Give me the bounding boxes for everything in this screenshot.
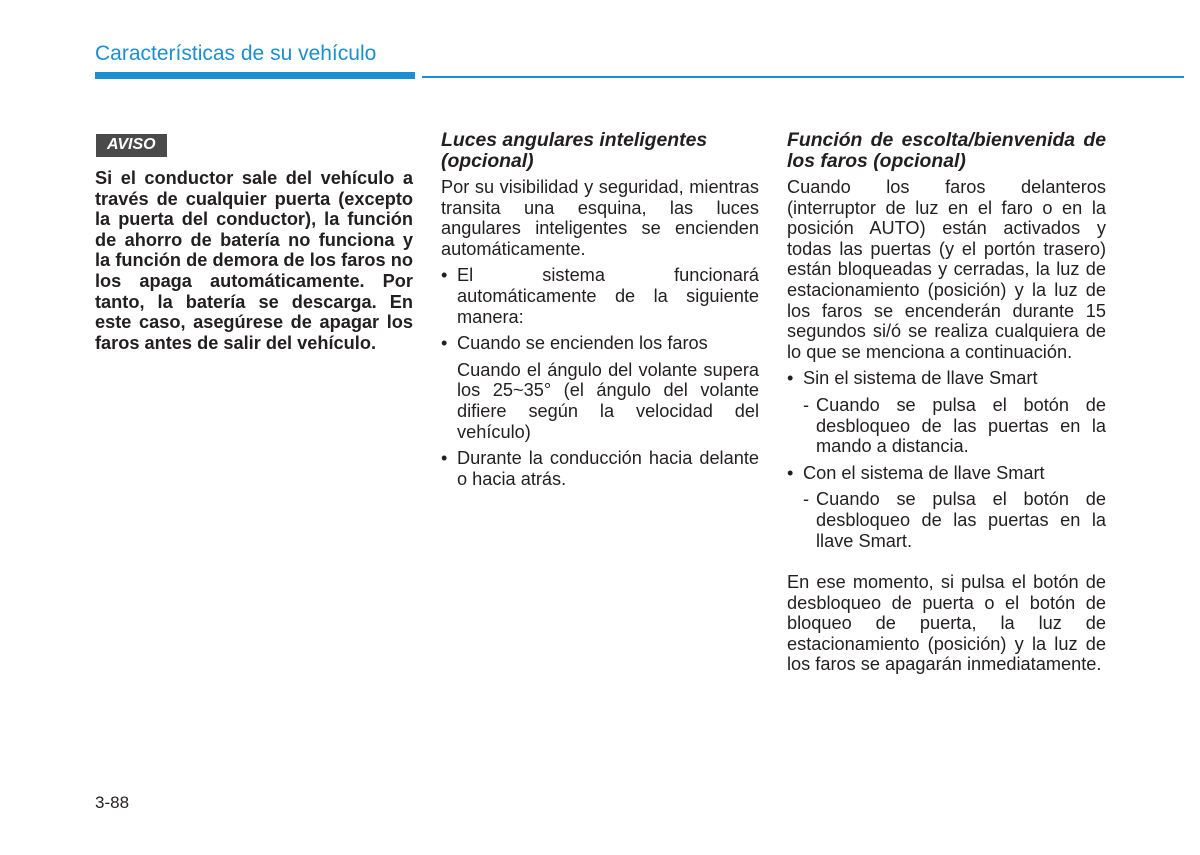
- escolta-bullet-2-dash: - Cuando se pulsa el botón de desbloqueo de las puertas en la llave Smart.: [787, 489, 1106, 551]
- escolta-heading: Función de escolta/bienvenida de los faros (opcional): [787, 129, 1106, 172]
- aviso-badge: AVISO: [96, 134, 167, 157]
- escolta-closing: En ese momento, si pulsa el botón de desbloqueo de puerta o el botón de bloqueo de puerta, la luz de estacionamiento (posición) y la luz de los faros se apagarán inmediatamente.: [787, 572, 1106, 675]
- column-escolta-bienvenida: [787, 130, 1106, 675]
- spacer: [787, 551, 1106, 572]
- column-aviso: [95, 133, 413, 353]
- luces-heading: Luces angulares inteligentes (opcional): [441, 129, 708, 172]
- luces-intro: Por su visibilidad y seguridad, mientras transita una esquina, las luces angulares inteligentes se encienden automáticamente.: [441, 177, 759, 259]
- luces-bullet-3: • Durante la conducción hacia delante o hacia atrás.: [441, 448, 759, 489]
- luces-bullet-2-detail: Cuando el ángulo del volante supera los 25~35° (el ángulo del volante difiere según la velocidad del vehículo): [457, 359, 759, 442]
- page-number: 3-88: [95, 793, 130, 812]
- escolta-intro: Cuando los faros delanteros (interruptor de luz en el faro o en la posición AUTO) están activados y todas las puertas (y el portón trasero) están bloqueadas y cerradas, la luz de estacionamiento (posición) y la luz de los faros se encenderán durante 15 segundos si/ó se realiza cualquiera de lo que se menciona a continuación.: [787, 177, 1106, 362]
- escolta-bullet-2: • Con el sistema de llave Smart: [787, 463, 1106, 484]
- header-rule-thick: [95, 72, 415, 79]
- page-header-title: Características de su vehículo: [95, 42, 377, 65]
- header-rule-thin: [422, 76, 1184, 78]
- aviso-text: Si el conductor sale del vehículo a través de cualquier puerta (excepto la puerta del conductor), la función de ahorro de batería no funciona y la función de demora de los faros no los apaga automáticamente. Por tanto, la batería se descarga. En este caso, asegúrese de apagar los faros antes de salir del vehículo.: [95, 168, 413, 353]
- escolta-bullet-1: • Sin el sistema de llave Smart: [787, 368, 1106, 389]
- luces-bullet-2: • Cuando se encienden los faros: [441, 333, 759, 354]
- column-luces-angulares: [441, 130, 759, 489]
- escolta-bullet-1-dash: - Cuando se pulsa el botón de desbloqueo de las puertas en la mando a distancia.: [787, 395, 1106, 457]
- luces-bullet-1: • El sistema funcionará automáticamente de la siguiente manera:: [441, 265, 759, 327]
